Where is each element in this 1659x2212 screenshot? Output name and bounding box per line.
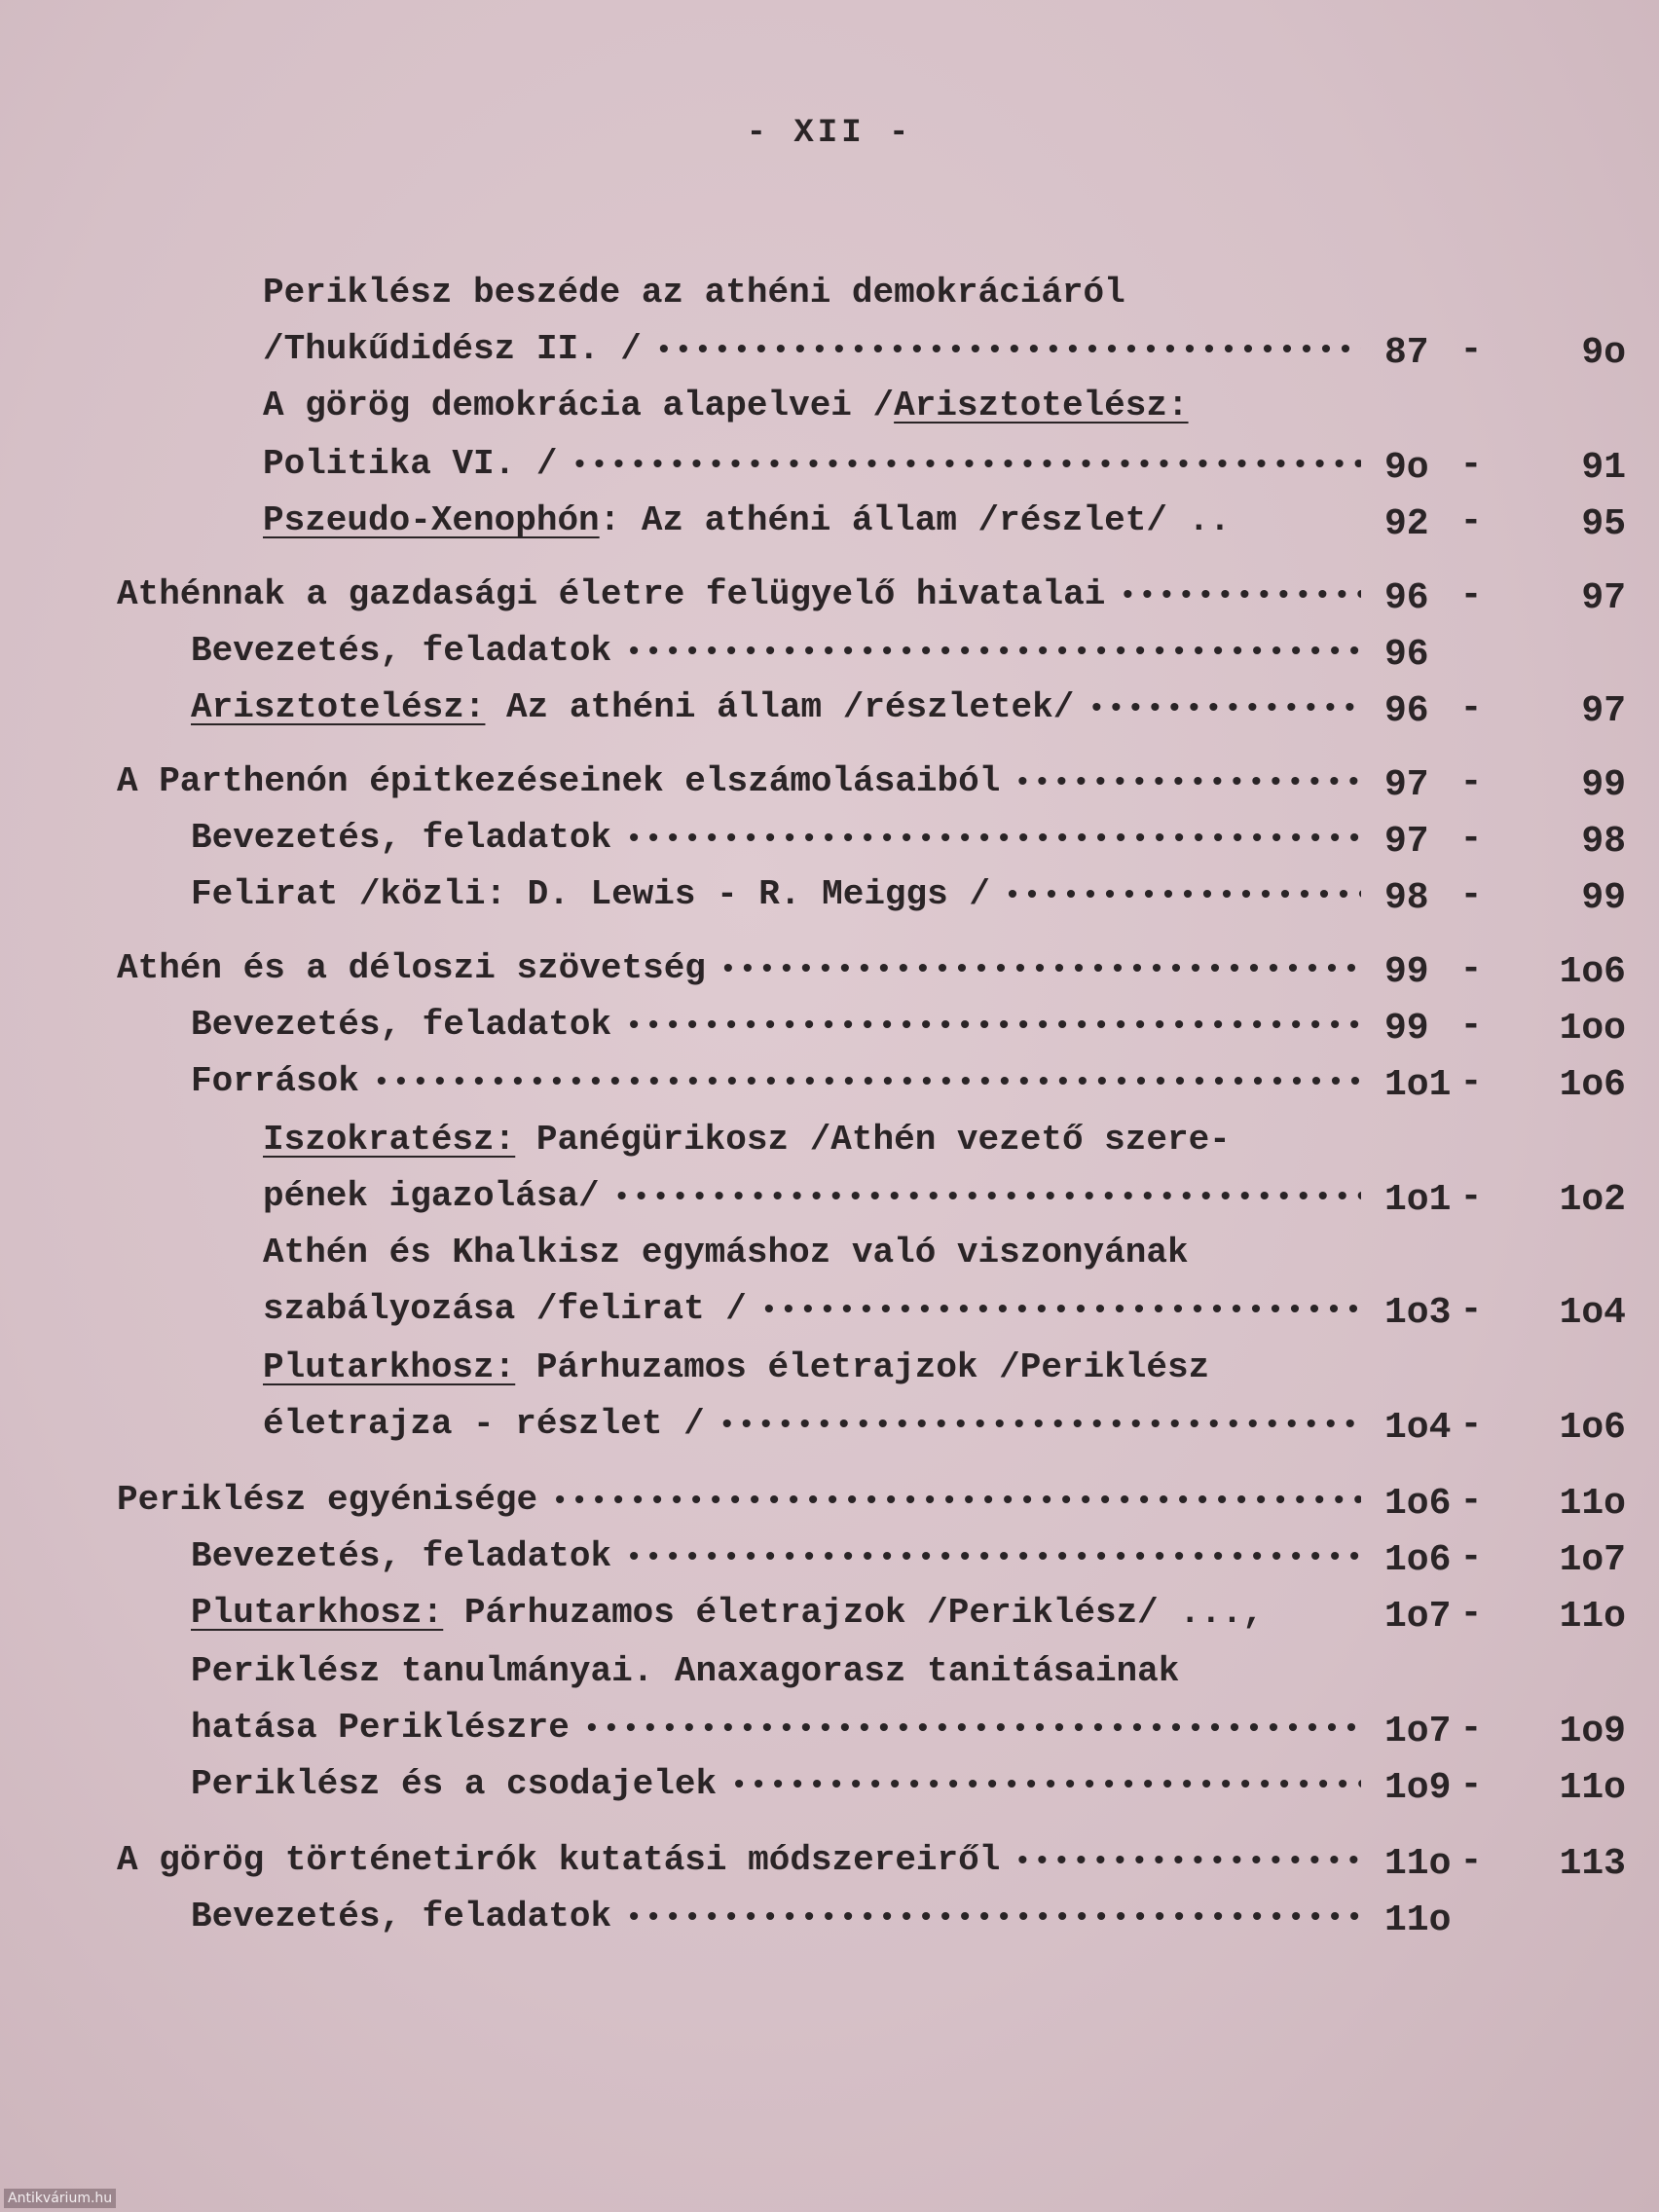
page-end: 95: [1581, 503, 1626, 545]
toc-entry-title: [191, 1005, 1373, 1053]
toc-entry: [0, 1840, 1659, 1889]
toc-entry: [0, 1289, 1659, 1338]
page-start: 98: [1384, 877, 1429, 919]
dot-leader: [719, 1410, 1361, 1443]
toc-entry-title: [117, 761, 1373, 810]
toc-entry: [0, 1347, 1659, 1396]
page-end: 11o: [1559, 1596, 1626, 1638]
toc-entry-title: [191, 1708, 1373, 1756]
page-end: 11o: [1559, 1767, 1626, 1809]
page-range-dash: -: [1459, 329, 1483, 371]
page-range-dash: -: [1459, 444, 1483, 486]
entry-text: Bevezetés, feladatok: [191, 818, 612, 858]
page-start: 96: [1384, 634, 1429, 676]
entry-text: Athén és a déloszi szövetség: [117, 948, 706, 988]
dot-leader: [625, 824, 1361, 857]
dot-leader: [1119, 580, 1361, 613]
dot-leader: [625, 1902, 1361, 1936]
entry-text: Periklész egyénisége: [117, 1480, 538, 1520]
page-range-dash: -: [1459, 761, 1483, 803]
watermark: Antikvárium.hu: [4, 2189, 116, 2208]
page-start: 1o6: [1384, 1539, 1452, 1581]
toc-entry-title: [263, 386, 1373, 434]
toc-entry-title: [263, 1347, 1373, 1396]
toc-entry: [0, 818, 1659, 866]
toc-entry-title: [263, 1120, 1373, 1168]
toc-entry-title: [191, 1651, 1373, 1700]
toc-entry-title: [117, 1480, 1373, 1529]
author-name: Arisztotelész:: [191, 687, 486, 727]
entry-text: Periklész és a csodajelek: [191, 1764, 718, 1804]
page-end: 97: [1581, 690, 1626, 732]
dot-leader: [571, 450, 1361, 483]
page-end: 1o7: [1559, 1539, 1626, 1581]
page-end: 99: [1581, 877, 1626, 919]
dot-leader: [1014, 1846, 1361, 1879]
page-end: 1o6: [1559, 1407, 1626, 1449]
toc-entry-title: [117, 574, 1373, 623]
toc-entry: [0, 948, 1659, 997]
page-start: 92: [1384, 503, 1429, 545]
toc-entry-title: [117, 948, 1373, 997]
page-range-dash: -: [1459, 1764, 1483, 1806]
entry-text: /Thukűdidész II. /: [263, 329, 642, 369]
page-range-dash: -: [1459, 500, 1483, 542]
entry-text: Politika VI. /: [263, 444, 558, 484]
toc-entry-title: [191, 818, 1373, 866]
dot-leader: [1014, 767, 1361, 800]
page-range-dash: -: [1459, 874, 1483, 916]
toc-entry: [0, 1120, 1659, 1168]
toc-entry: [0, 273, 1659, 321]
dot-leader: [613, 1182, 1361, 1215]
entry-text: pének igazolása/: [263, 1176, 600, 1216]
page-header: - XII -: [746, 115, 913, 152]
page-start: 96: [1384, 577, 1429, 619]
dot-leader: [730, 1770, 1361, 1803]
entry-text: Források: [191, 1061, 359, 1101]
toc-entry: [0, 329, 1659, 378]
dot-leader: [625, 637, 1361, 670]
toc-entry: [0, 444, 1659, 493]
toc-entry: [0, 1176, 1659, 1225]
toc-entry-title: [263, 1233, 1373, 1281]
entry-text: életrajza - részlet /: [263, 1404, 705, 1444]
page-start: 11o: [1384, 1843, 1452, 1885]
toc-entry: [0, 1061, 1659, 1110]
entry-text: Bevezetés, feladatok: [191, 1005, 612, 1045]
page-range-dash: -: [1459, 1289, 1483, 1331]
toc-entry-title: [191, 874, 1373, 923]
page-end: 1oo: [1559, 1008, 1626, 1050]
entry-text: Bevezetés, feladatok: [191, 631, 612, 671]
page-start: 9o: [1384, 447, 1429, 489]
page-range-dash: -: [1459, 1480, 1483, 1522]
page-range-dash: -: [1459, 1840, 1483, 1882]
dot-leader: [373, 1067, 1361, 1100]
toc-entry: [0, 1764, 1659, 1813]
toc-entry-title: [263, 444, 1373, 493]
toc-entry-title: [263, 1404, 1373, 1453]
entry-text: A görög demokrácia alapelvei /: [263, 386, 895, 425]
toc-entry: [0, 1480, 1659, 1529]
page-start: 1o3: [1384, 1292, 1452, 1334]
toc-entry: [0, 761, 1659, 810]
page-range-dash: -: [1459, 1708, 1483, 1750]
toc-entry-title: [263, 1289, 1373, 1338]
entry-text: : Az athéni állam /részlet/ ..: [599, 500, 1231, 540]
page-start: 99: [1384, 951, 1429, 993]
entry-text: Athénnak a gazdasági életre felügyelő hivatalai: [117, 574, 1106, 614]
page-end: 1o6: [1559, 951, 1626, 993]
entry-text: Athén és Khalkisz egymáshoz való viszonyának: [263, 1233, 1189, 1272]
entry-text: Felirat /közli: D. Lewis - R. Meiggs /: [191, 874, 990, 914]
author-name: Plutarkhosz:: [191, 1593, 444, 1633]
toc-entry-title: [191, 631, 1373, 680]
dot-leader: [719, 954, 1361, 987]
page-start: 1o6: [1384, 1483, 1452, 1525]
page-end: 11o: [1559, 1483, 1626, 1525]
page-range-dash: -: [1459, 1005, 1483, 1047]
author-name: Iszokratész:: [263, 1120, 516, 1160]
toc-entry-title: [191, 1536, 1373, 1585]
toc-entry-title: [263, 273, 1373, 321]
entry-text: Párhuzamos életrajzok /Periklész: [515, 1347, 1210, 1387]
toc-entry: [0, 1005, 1659, 1053]
page-start: 1o1: [1384, 1179, 1452, 1221]
page-end: 1o4: [1559, 1292, 1626, 1334]
page-start: 1o4: [1384, 1407, 1452, 1449]
entry-text: Panégürikosz /Athén vezető szere-: [515, 1120, 1231, 1160]
toc-entry-title: [117, 1840, 1373, 1889]
page-start: 99: [1384, 1008, 1429, 1050]
entry-text: Periklész beszéde az athéni demokráciáról: [263, 273, 1125, 313]
page-end: 113: [1559, 1843, 1626, 1885]
entry-text: Bevezetés, feladatok: [191, 1897, 612, 1936]
toc-entry-title: [191, 687, 1373, 736]
toc-entry-title: [191, 1593, 1373, 1641]
page-end: 1o9: [1559, 1711, 1626, 1752]
page-start: 1o7: [1384, 1711, 1452, 1752]
page-end: 97: [1581, 577, 1626, 619]
entry-text: hatása Periklészre: [191, 1708, 570, 1748]
toc-entry: [0, 1897, 1659, 1945]
author-name: Pszeudo-Xenophón: [263, 500, 600, 540]
entry-text: A Parthenón épitkezéseinek elszámolásaiból: [117, 761, 1001, 801]
toc-entry: [0, 874, 1659, 923]
toc-entry: [0, 386, 1659, 434]
page-end: 91: [1581, 447, 1626, 489]
toc-entry-title: [263, 1176, 1373, 1225]
dot-leader: [655, 335, 1361, 368]
entry-text: A görög történetirók kutatási módszereiről: [117, 1840, 1001, 1880]
page-end: 99: [1581, 764, 1626, 806]
page-range-dash: -: [1459, 687, 1483, 729]
page-start: 1o9: [1384, 1767, 1452, 1809]
toc-entry-title: [191, 1061, 1373, 1110]
author-name: Plutarkhosz:: [263, 1347, 516, 1387]
page-range-dash: -: [1459, 1061, 1483, 1103]
dot-leader: [760, 1295, 1361, 1328]
page-end: 1o2: [1559, 1179, 1626, 1221]
toc-entry-title: [191, 1897, 1373, 1945]
toc-entry: [0, 687, 1659, 736]
toc-entry: [0, 500, 1659, 549]
entry-text: Periklész tanulmányai. Anaxagorasz tanitásainak: [191, 1651, 1180, 1691]
dot-leader: [625, 1542, 1361, 1575]
entry-text: Az athéni állam /részletek/: [485, 687, 1075, 727]
page-end: 9o: [1581, 332, 1626, 374]
page-range-dash: -: [1459, 574, 1483, 616]
page-start: 87: [1384, 332, 1429, 374]
page-range-dash: -: [1459, 1176, 1483, 1218]
page-start: 11o: [1384, 1899, 1452, 1941]
toc-entry: [0, 1708, 1659, 1756]
dot-leader: [1004, 880, 1361, 913]
toc-entry-title: [263, 329, 1373, 378]
page-range-dash: -: [1459, 1404, 1483, 1446]
toc-entry: [0, 1651, 1659, 1700]
entry-text: szabályozása /felirat /: [263, 1289, 747, 1329]
toc-entry: [0, 1404, 1659, 1453]
page-start: 97: [1384, 821, 1429, 863]
dot-leader: [551, 1486, 1361, 1519]
page-range-dash: -: [1459, 948, 1483, 990]
page-range-dash: -: [1459, 1593, 1483, 1635]
entry-text: Bevezetés, feladatok: [191, 1536, 612, 1576]
toc-entry-title: [191, 1764, 1373, 1813]
page-start: 96: [1384, 690, 1429, 732]
page-end: 98: [1581, 821, 1626, 863]
page-range-dash: -: [1459, 818, 1483, 860]
dot-leader: [1088, 693, 1361, 726]
dot-leader: [625, 1011, 1361, 1044]
toc-entry: [0, 1536, 1659, 1585]
toc-entry: [0, 631, 1659, 680]
dot-leader: [583, 1714, 1361, 1747]
page-start: 1o7: [1384, 1596, 1452, 1638]
author-name: Arisztotelész:: [894, 386, 1189, 425]
page-end: 1o6: [1559, 1064, 1626, 1106]
toc-entry: [0, 1593, 1659, 1641]
page-range-dash: -: [1459, 1536, 1483, 1578]
page-start: 97: [1384, 764, 1429, 806]
toc-entry: [0, 574, 1659, 623]
entry-text: Párhuzamos életrajzok /Periklész/ ...,: [443, 1593, 1264, 1633]
page-start: 1o1: [1384, 1064, 1452, 1106]
toc-entry: [0, 1233, 1659, 1281]
toc-entry-title: [263, 500, 1373, 549]
